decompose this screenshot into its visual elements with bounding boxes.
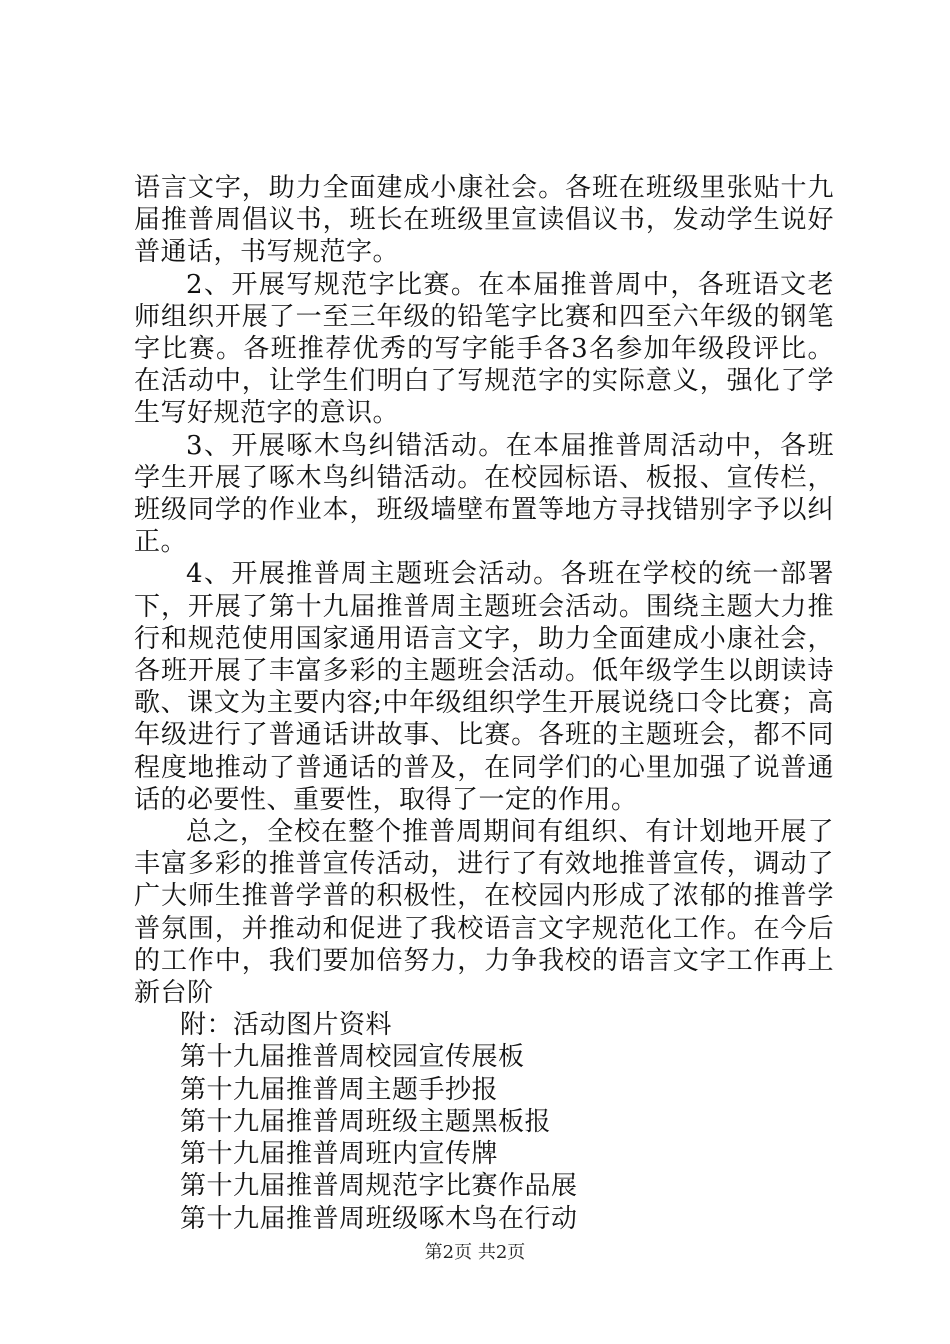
attachment-item: 第十九届推普周主题手抄报 [180,1074,499,1105]
paragraph-summary: 总之，全校在整个推普周期间有组织、有计划地开展了丰富多彩的推普宣传活动，进行了有效地推普宣传，调动了广大师生推普学普的积极性，在校园内形成了浓郁的推普学普氛围，并推动和促进了我校语言文字规范化工作。在今后的工作中，我们要加倍努力，力争我校的语言文字工作再上新台阶 [134,817,834,1009]
paragraph-continuation: 语言文字，助力全面建成小康社会。各班在班级里张贴十九届推普周倡议书，班长在班级里宣读倡议书，发动学生说好普通话，书写规范字。 [134,173,834,268]
attachment-item: 第十九届推普周规范字比赛作品展 [180,1171,578,1202]
document-body [134,172,834,1235]
attachment-item: 第十九届推普周校园宣传展板 [180,1042,525,1073]
page-footer: 第2页 共2页 [424,1242,526,1263]
attachment-item: 第十九届推普周班内宣传牌 [180,1139,499,1170]
attachment-item: 第十九届推普周班级啄木鸟在行动 [180,1203,578,1234]
attachment-item: 第十九届推普周班级主题黑板报 [180,1106,552,1137]
paragraph-class-meeting: 4、开展推普周主题班会活动。各班在学校的统一部署下，开展了第十九届推普周主题班会活动。围绕主题大力推行和规范使用国家通用语言文字，助力全面建成小康社会，各班开展了丰富多彩的主题班会活动。低年级学生以朗读诗歌、课文为主要内容;中年级组织学生开展说绕口令比赛；高年级进行了普通话讲故事、比赛。各班的主题班会，都不同程度地推动了普通话的普及，在同学们的心里加强了说普通话的必要性、重要性，取得了一定的作用。 [134,559,834,815]
paragraph-woodpecker-activity: 3、开展啄木鸟纠错活动。在本届推普周活动中，各班学生开展了啄木鸟纠错活动。在校园标语、板报、宣传栏，班级同学的作业本，班级墙壁布置等地方寻找错别字予以纠正。 [134,430,834,558]
attachment-heading: 附：活动图片资料 [180,1010,393,1041]
paragraph-handwriting-contest: 2、开展写规范字比赛。在本届推普周中，各班语文老师组织开展了一至三年级的铅笔字比赛和四至六年级的钢笔字比赛。各班推荐优秀的写字能手各3名参加年级段评比。在活动中，让学生们明白了写规范字的实际意义，强化了学生写好规范字的意识。 [134,269,834,429]
